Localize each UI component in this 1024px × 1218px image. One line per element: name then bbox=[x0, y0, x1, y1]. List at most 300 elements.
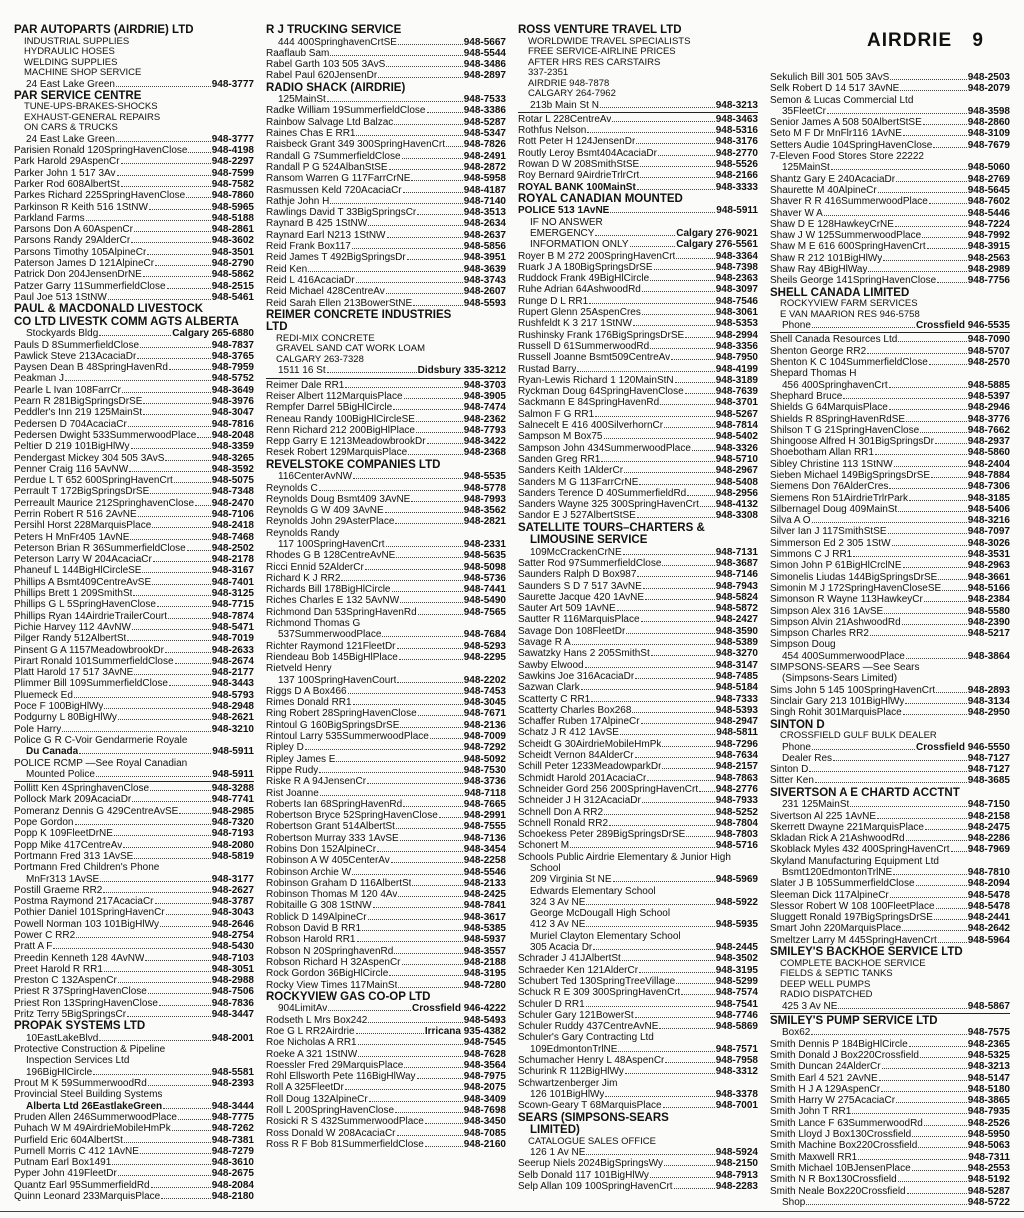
listing-entry bbox=[518, 239, 758, 250]
listing-phone: 948-5397 bbox=[967, 390, 1010, 402]
listing-name: Senior James A 508 50AlbertStSE bbox=[770, 117, 922, 129]
listing-name: Mounted Police bbox=[26, 768, 95, 780]
leader-dots bbox=[868, 265, 966, 272]
listing-phone: 948-7863 bbox=[715, 772, 758, 784]
leader-dots bbox=[143, 408, 211, 415]
listing-entry bbox=[266, 1049, 506, 1060]
listing-phone: 948-5778 bbox=[463, 482, 506, 494]
listing-entry bbox=[770, 357, 1010, 368]
listing-entry bbox=[770, 1163, 1010, 1174]
listing-entry bbox=[266, 391, 506, 402]
business-subline: RADIO DISPATCHED bbox=[780, 989, 873, 1001]
leader-dots bbox=[118, 713, 211, 720]
leader-dots bbox=[918, 1141, 966, 1148]
listing-phone: 948-5911 bbox=[212, 746, 254, 758]
listing-entry bbox=[266, 900, 506, 911]
listing-entry bbox=[518, 465, 758, 476]
leader-dots bbox=[86, 214, 211, 221]
listing-name: Shoebotham Allan RR1 bbox=[770, 447, 874, 459]
listing-name: Rintoul Larry 535SummerwoodPlace bbox=[266, 731, 429, 743]
listing-entry bbox=[518, 953, 758, 964]
listing-name: Phone bbox=[782, 320, 811, 332]
listing-name: 196BigHlCircle bbox=[26, 1066, 93, 1078]
listing-entry bbox=[14, 975, 254, 986]
listing-entry bbox=[266, 708, 506, 719]
listing-phone: 948-2634 bbox=[463, 218, 506, 230]
listing-phone: 948-5707 bbox=[967, 345, 1010, 357]
listing-entry bbox=[518, 296, 758, 307]
listing-phone: 948-2441 bbox=[967, 912, 1010, 924]
listing-entry bbox=[266, 742, 506, 753]
section-rule bbox=[770, 1013, 1010, 1014]
listing-entry bbox=[770, 1106, 1010, 1117]
listing-name: Smith Lloyd J Box130Crossfield bbox=[770, 1129, 912, 1141]
listing-entry bbox=[14, 1180, 254, 1191]
listing-name: Reynolds John 29AsterPlace bbox=[266, 516, 395, 528]
listing-entry bbox=[518, 1021, 758, 1032]
listing-entry bbox=[266, 275, 506, 286]
listing-entry bbox=[266, 855, 506, 866]
listing-phone: 948-2675 bbox=[211, 1168, 254, 1180]
listing-name: Pruden Allen 246SummerwoodPlace bbox=[14, 1111, 177, 1123]
listing-name: Smith Michael 10BJensenPlace bbox=[770, 1162, 911, 1174]
listing-name: Roe G L RR2Airdrie bbox=[266, 1025, 355, 1037]
listing-entry bbox=[518, 1158, 758, 1169]
listing-entry bbox=[518, 626, 758, 637]
leader-dots bbox=[430, 732, 463, 739]
listing-name: Ross R F Bob 81SummerfieldClose bbox=[266, 1138, 424, 1150]
business-heading: ROSS VENTURE TRAVEL LTD bbox=[518, 24, 682, 36]
leader-dots bbox=[685, 387, 715, 394]
leader-dots bbox=[327, 366, 417, 373]
listing-phone: 948-3364 bbox=[715, 250, 758, 262]
listing-text: Rietveld Henry bbox=[266, 663, 332, 675]
leader-dots bbox=[812, 321, 915, 328]
listing-name: Skoblack Myles 432 400SpringHavenCrt bbox=[770, 844, 950, 856]
listing-phone: 948-5217 bbox=[967, 628, 1010, 640]
listing-phone: 948-2094 bbox=[967, 878, 1010, 890]
business-subline: CALGARY 264-7962 bbox=[528, 88, 616, 99]
listing-name: Rabel Paul 620JensenDr bbox=[266, 70, 378, 82]
listing-entry bbox=[14, 235, 254, 246]
listing-name: Radke William 19SummerfieldClose bbox=[266, 105, 426, 117]
listing-entry bbox=[14, 362, 254, 373]
listing-name: Silva A O bbox=[770, 515, 811, 527]
listing-phone: 948-3598 bbox=[967, 105, 1010, 117]
leader-dots bbox=[427, 106, 463, 113]
listing-entry bbox=[770, 890, 1010, 901]
leader-dots bbox=[134, 668, 210, 675]
listing-phone: 948-5811 bbox=[716, 727, 758, 739]
listing-phone: 948-3061 bbox=[715, 307, 758, 319]
listing-phone: 948-5819 bbox=[211, 850, 254, 862]
listing-name: Simmons C J RR1 bbox=[770, 549, 853, 561]
listing-entry bbox=[14, 656, 254, 667]
listing-entry bbox=[14, 667, 254, 678]
listing-entry bbox=[518, 1100, 758, 1111]
leader-dots bbox=[395, 517, 462, 524]
leader-dots bbox=[404, 392, 463, 399]
leader-dots bbox=[898, 505, 966, 512]
listing-phone: 948-7441 bbox=[463, 584, 506, 596]
listing-phone: 948-7679 bbox=[967, 139, 1010, 151]
leader-dots bbox=[408, 448, 463, 455]
leader-dots bbox=[938, 573, 966, 580]
listing-phone: 948-5526 bbox=[715, 158, 758, 170]
leader-dots bbox=[671, 353, 715, 360]
listing-phone: 948-7950 bbox=[715, 352, 758, 364]
listing-entry bbox=[770, 128, 1010, 139]
listing-entry bbox=[266, 934, 506, 945]
listing-name: Rock Gordon 36BigHlCircle bbox=[266, 968, 389, 980]
leader-dots bbox=[416, 415, 463, 422]
listing-name: 425 3 Av NE bbox=[782, 1000, 838, 1012]
listing-phone: 948-3776 bbox=[967, 413, 1010, 425]
business-subline: FIELDS & SEPTIC TANKS bbox=[780, 968, 893, 980]
listing-entry bbox=[518, 375, 758, 386]
listing-phone: 948-3649 bbox=[211, 384, 254, 396]
listing-phone: 948-5824 bbox=[715, 591, 758, 603]
listing-name: Shilson T G 21SpringHavenClose bbox=[770, 424, 920, 436]
listing-phone: 948-5969 bbox=[715, 874, 758, 886]
listing-name: Smith Earl 4 521 2AvNE bbox=[770, 1072, 878, 1084]
leader-dots bbox=[936, 686, 967, 693]
leader-dots bbox=[674, 1182, 715, 1189]
leader-dots bbox=[589, 297, 715, 304]
listing-phone: 948-3564 bbox=[463, 1059, 506, 1071]
leader-dots bbox=[920, 1051, 967, 1058]
listing-entry bbox=[770, 1027, 1010, 1038]
listing-name: 305 Acacia Dr bbox=[530, 942, 593, 954]
listing-entry bbox=[770, 935, 1010, 946]
leader-dots bbox=[662, 740, 714, 747]
listing-phone: 948-3777 bbox=[211, 78, 254, 90]
leader-dots bbox=[610, 206, 715, 213]
leader-dots bbox=[586, 920, 714, 927]
leader-dots bbox=[687, 489, 715, 496]
leader-dots bbox=[330, 197, 462, 204]
listing-entry bbox=[14, 724, 254, 735]
listing-name: Reid Frank Box117 bbox=[266, 241, 351, 253]
leader-dots bbox=[637, 183, 715, 190]
listing-phone: 948-3864 bbox=[967, 650, 1010, 662]
leader-dots bbox=[305, 743, 463, 750]
listing-phone: 948-5389 bbox=[715, 637, 758, 649]
listing-entry bbox=[14, 509, 254, 520]
listing-text: Simpson Doug bbox=[770, 639, 836, 651]
listing-phone: 948-2553 bbox=[967, 1162, 1010, 1174]
listing-entry bbox=[14, 328, 254, 339]
listing-name: Reynolds G W 409 3AvNE bbox=[266, 505, 384, 517]
leader-dots bbox=[811, 1028, 966, 1035]
leader-dots bbox=[404, 1061, 462, 1068]
listing-name: Portmann Fred 313 1AvSE bbox=[14, 850, 134, 862]
listing-phone: 948-3951 bbox=[463, 252, 506, 264]
leader-dots bbox=[895, 220, 967, 227]
listing-phone: 948-7565 bbox=[463, 606, 506, 618]
listing-phone: 948-3736 bbox=[463, 776, 506, 788]
listing-entry bbox=[518, 352, 758, 363]
business-subline: INDUSTRIAL SUPPLIES bbox=[24, 35, 130, 47]
listing-entry bbox=[770, 391, 1010, 402]
leader-dots bbox=[108, 293, 211, 300]
listing-name: Pole Harry bbox=[14, 723, 62, 735]
listing-name: Dealer Res bbox=[782, 752, 833, 764]
listing-entry bbox=[770, 493, 1010, 504]
listing-name: Schnell Don A RR2 bbox=[518, 806, 604, 818]
listing-phone: Calgary 276-9021 bbox=[676, 227, 758, 239]
listing-entry bbox=[266, 1060, 506, 1071]
listing-entry bbox=[266, 196, 506, 207]
business-heading: LIMITED) bbox=[530, 1124, 580, 1137]
listing-entry bbox=[266, 889, 506, 900]
listing-entry bbox=[770, 628, 1010, 639]
listing-phone: 948-5287 bbox=[967, 1185, 1010, 1197]
listing-name: Sluggett Ronald 197BigSpringsDrSE bbox=[770, 912, 933, 924]
leader-dots bbox=[640, 171, 714, 178]
listing-name: Skladan Rick A 21AshwoodRd bbox=[770, 833, 905, 845]
listing-name: Rosicki R S 432SummerwoodPlace bbox=[266, 1116, 424, 1128]
listing-name: Richard K J RR2 bbox=[266, 572, 341, 584]
listing-entry bbox=[14, 351, 254, 362]
listing-phone: 948-5885 bbox=[967, 379, 1010, 391]
listing-phone: 948-3210 bbox=[211, 723, 254, 735]
listing-phone: 948-2642 bbox=[967, 923, 1010, 935]
listing-entry bbox=[14, 885, 254, 896]
leader-dots bbox=[358, 1038, 463, 1045]
listing-phone: 948-7884 bbox=[967, 470, 1010, 481]
listing-phone: 948-5098 bbox=[463, 561, 506, 573]
leader-dots bbox=[127, 634, 210, 641]
listing-phone: 948-2362 bbox=[463, 413, 506, 425]
listing-name: Raynard B 425 1StNW bbox=[266, 218, 368, 230]
leader-dots bbox=[398, 981, 462, 988]
leader-dots bbox=[152, 521, 210, 528]
leader-dots bbox=[906, 415, 967, 422]
listing-phone: 948-3195 bbox=[463, 968, 506, 980]
listing-name: Parisien Ronald 120SpringHavenClose bbox=[14, 145, 188, 157]
listing-entry bbox=[518, 510, 758, 521]
listing-phone: 948-7381 bbox=[211, 1134, 254, 1146]
leader-dots bbox=[373, 901, 463, 908]
listing-entry bbox=[14, 554, 254, 565]
leader-dots bbox=[147, 248, 210, 255]
listing-phone: 948-2297 bbox=[211, 156, 254, 168]
listing-entry bbox=[14, 1135, 254, 1146]
listing-entry bbox=[518, 386, 758, 397]
listing-entry bbox=[518, 1089, 758, 1100]
listing-name: Scheidt G 30AirdrieMobileHmPk bbox=[518, 738, 662, 750]
leader-dots bbox=[397, 676, 462, 683]
listing-name: Pauls D 8SummerfieldClose bbox=[14, 339, 140, 351]
listing-entry bbox=[770, 1095, 1010, 1106]
listing-entry bbox=[518, 454, 758, 465]
listing-entry bbox=[518, 431, 758, 442]
leader-dots bbox=[643, 582, 715, 589]
leader-dots bbox=[806, 1198, 966, 1205]
listing-entry bbox=[770, 174, 1010, 185]
listing-entry bbox=[266, 230, 506, 241]
listing-text: Provincial Steel Building Systems bbox=[14, 1089, 163, 1101]
listing-entry bbox=[770, 742, 1010, 753]
listing-entry bbox=[770, 1186, 1010, 1197]
listing-entry bbox=[266, 867, 506, 878]
listing-name: 324 3 Av NE bbox=[530, 896, 586, 908]
listing-entry bbox=[770, 867, 1010, 878]
listing-phone: 948-7533 bbox=[463, 94, 506, 106]
listing-name: Robinson Graham D 116AlbertSt bbox=[266, 877, 412, 889]
leader-dots bbox=[870, 629, 967, 636]
listing-phone: 948-3189 bbox=[715, 374, 758, 386]
listing-name: Sibley Christine 113 1StNW bbox=[770, 458, 893, 470]
listing-name: Robinson Archie W bbox=[266, 866, 352, 878]
listing-name: Postill Graeme RR2 bbox=[14, 884, 103, 896]
listing-phone: 948-2133 bbox=[463, 877, 506, 889]
leader-dots bbox=[150, 487, 210, 494]
listing-name: Russell D 61SummerwoodRd bbox=[518, 340, 650, 352]
business-subline: AFTER HRS RES CARSTAIRS bbox=[528, 56, 661, 68]
listing-entry bbox=[770, 425, 1010, 436]
leader-dots bbox=[118, 976, 211, 983]
leader-dots bbox=[676, 977, 715, 984]
leader-dots bbox=[843, 392, 966, 399]
leader-dots bbox=[369, 1095, 463, 1102]
listing-entry bbox=[266, 59, 506, 70]
listing-entry bbox=[518, 273, 758, 284]
listing-name: Ripley James E bbox=[266, 753, 336, 765]
listing-name: 117 100SpringHavenCrt bbox=[278, 538, 385, 550]
listing-phone: 948-7131 bbox=[715, 546, 758, 558]
leader-dots bbox=[175, 657, 211, 664]
listing-phone: 948-2365 bbox=[967, 1038, 1010, 1050]
listing-phone: 948-2633 bbox=[211, 644, 254, 656]
listing-phone: 948-5924 bbox=[715, 1147, 758, 1159]
listing-phone: 948-2178 bbox=[211, 554, 254, 566]
listing-entry bbox=[770, 775, 1010, 786]
listing-entry bbox=[14, 373, 254, 384]
listing-name: Bsmt120EdmontonTrlNE bbox=[782, 867, 893, 878]
leader-dots bbox=[75, 818, 211, 825]
listing-phone: 948-7959 bbox=[211, 362, 254, 374]
leader-dots bbox=[352, 868, 463, 875]
listing-phone: 948-3639 bbox=[463, 263, 506, 275]
business-heading: SMILEY'S PUMP SERVICE LTD bbox=[770, 1014, 938, 1027]
listing-phone: 948-7474 bbox=[463, 402, 506, 414]
leader-dots bbox=[140, 341, 211, 348]
leader-dots bbox=[127, 1010, 211, 1017]
listing-phone: 948-7140 bbox=[463, 195, 506, 207]
listing-phone: 948-2080 bbox=[211, 839, 254, 851]
listing-phone: 948-2418 bbox=[211, 520, 254, 532]
listing-entry bbox=[770, 1197, 1010, 1208]
leader-dots bbox=[130, 533, 210, 540]
listing-entry bbox=[266, 584, 506, 595]
listing-name: Priest R 37SpringHavenClose bbox=[14, 986, 147, 998]
leader-dots bbox=[637, 511, 715, 518]
leader-dots bbox=[878, 186, 967, 193]
listing-phone: 948-3450 bbox=[463, 1116, 506, 1128]
listing-name: Ricci Ennid 52AlderCr bbox=[266, 561, 364, 573]
listing-phone: 948-7333 bbox=[715, 693, 758, 705]
leader-dots bbox=[650, 1171, 715, 1178]
listing-entry bbox=[266, 697, 506, 708]
listing-entry bbox=[266, 264, 506, 275]
listing-entry bbox=[14, 953, 254, 964]
listing-phone: 948-7756 bbox=[967, 275, 1010, 287]
leader-dots bbox=[942, 584, 967, 591]
listing-name: Robinson Thomas M 120 4Av bbox=[266, 889, 398, 901]
leader-dots bbox=[923, 118, 967, 125]
listing-phone: 948-7571 bbox=[715, 1043, 758, 1055]
listing-phone: 948-3326 bbox=[715, 442, 758, 454]
listing-name: Rhodes G B 128CentreAvNE bbox=[266, 550, 396, 562]
listing-name: Preston C 132AspenCr bbox=[14, 975, 117, 987]
listing-entry bbox=[770, 549, 1010, 560]
leader-dots bbox=[633, 319, 715, 326]
listing-entry bbox=[770, 651, 1010, 662]
listing-entry bbox=[266, 286, 506, 297]
listing-phone: Irricana 935-4382 bbox=[424, 1025, 506, 1037]
listing-entry bbox=[266, 1015, 506, 1026]
leader-dots bbox=[117, 169, 211, 176]
listing-name: Roll L 200SpringHavenClose bbox=[266, 1105, 395, 1117]
listing-phone: 948-3687 bbox=[715, 557, 758, 569]
leader-dots bbox=[197, 431, 210, 438]
listing-entry bbox=[14, 565, 254, 576]
listing-name: Shaw Ray 4BigHlWay bbox=[770, 264, 868, 276]
leader-dots bbox=[116, 80, 211, 87]
business-subline: REDI-MIX CONCRETE bbox=[276, 332, 375, 344]
listing-phone: 948-7574 bbox=[715, 987, 758, 999]
listing-name: Penner Craig 116 5AvNW bbox=[14, 463, 129, 475]
listing-name: Ring Robert 28SpringHavenClose bbox=[266, 708, 417, 720]
listing-entry bbox=[518, 660, 758, 671]
listing-phone: 948-7127 bbox=[967, 752, 1010, 764]
leader-dots bbox=[924, 1119, 967, 1126]
listing-entry bbox=[518, 318, 758, 329]
leader-dots bbox=[570, 841, 715, 848]
leader-dots bbox=[884, 607, 967, 614]
listing-phone: 948-2607 bbox=[463, 286, 506, 298]
listing-entry bbox=[770, 912, 1010, 923]
listing-name: Riske R A 94JensenCr bbox=[266, 776, 367, 788]
listing-entry bbox=[518, 1044, 758, 1055]
leader-dots bbox=[100, 875, 211, 882]
listing-phone: 948-3685 bbox=[967, 775, 1010, 787]
leader-dots bbox=[605, 1090, 714, 1097]
listing-name: Robson Richard H 32AspenCr bbox=[266, 956, 401, 968]
listing-phone: 948-5867 bbox=[967, 1000, 1010, 1012]
leader-dots bbox=[912, 1130, 967, 1137]
listing-entry bbox=[14, 281, 254, 292]
listing-phone: Crossfield 946-5535 bbox=[916, 320, 1010, 332]
listing-entry bbox=[770, 1001, 1010, 1012]
listing-phone: 948-3444 bbox=[211, 1100, 254, 1112]
leader-dots bbox=[353, 472, 463, 479]
listing-name: Shields G 64MarquisPlace bbox=[770, 402, 888, 414]
listing-entry bbox=[14, 986, 254, 997]
listing-name: Sackmann E 84SpringHavenRd bbox=[518, 397, 660, 409]
leader-dots bbox=[933, 141, 966, 148]
listing-name: Sandor E J 527AlbertStSE bbox=[518, 510, 636, 522]
leader-dots bbox=[399, 653, 463, 660]
listing-name: Box62 bbox=[782, 1027, 811, 1039]
listing-phone: 948-7913 bbox=[715, 1169, 758, 1181]
listing-name: Reid L 416AcaciaDr bbox=[266, 274, 355, 286]
business-heading: R J TRUCKING SERVICE bbox=[266, 24, 402, 36]
listing-entry bbox=[266, 776, 506, 787]
listing-name: Reneau Randy 100BigHlCircleSE bbox=[266, 413, 415, 425]
